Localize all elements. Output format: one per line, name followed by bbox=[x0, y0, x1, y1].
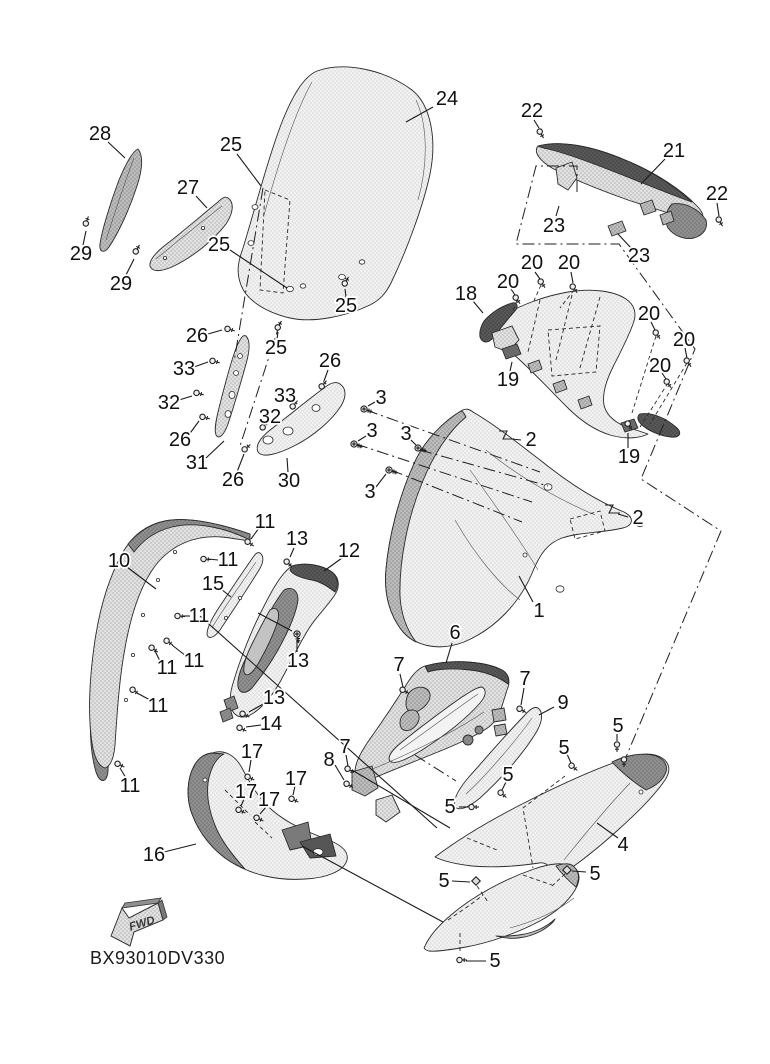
callout-11 bbox=[155, 651, 177, 679]
callout-number: 5 bbox=[489, 950, 501, 972]
callout-number: 6 bbox=[449, 622, 461, 644]
callout-number: 7 bbox=[393, 654, 405, 676]
callout-number: 30 bbox=[277, 470, 301, 492]
callout-number: 17 bbox=[257, 789, 281, 811]
fastener-nut-icon bbox=[472, 877, 480, 885]
callout-number: 5 bbox=[589, 863, 601, 885]
callout-number: 20 bbox=[672, 329, 696, 351]
callout-31 bbox=[186, 441, 224, 474]
callout-number: 29 bbox=[109, 273, 133, 295]
fastener-screw-icon bbox=[614, 742, 619, 752]
fastener-screw-icon bbox=[715, 216, 725, 228]
callout-22 bbox=[706, 183, 728, 216]
fwd-arrow-label: FWD bbox=[127, 914, 157, 934]
callout-number: 20 bbox=[557, 252, 581, 274]
callout-29 bbox=[110, 259, 134, 295]
fastener-screw-icon bbox=[236, 724, 248, 733]
fastener-screw-icon bbox=[244, 538, 255, 548]
callout-number: 13 bbox=[262, 687, 286, 709]
callout-3 bbox=[358, 420, 378, 442]
callout-leader-line bbox=[206, 441, 224, 458]
callout-18 bbox=[455, 283, 483, 313]
callout-20 bbox=[638, 303, 660, 330]
callout-26 bbox=[186, 325, 222, 347]
callout-32 bbox=[259, 406, 281, 428]
callout-16 bbox=[143, 844, 196, 866]
callout-number: 25 bbox=[207, 234, 231, 256]
callout-32 bbox=[158, 392, 192, 414]
callout-number: 21 bbox=[662, 140, 686, 162]
callout-number: 5 bbox=[444, 796, 456, 818]
callout-leader-line bbox=[246, 725, 261, 727]
callout-5 bbox=[502, 764, 514, 790]
callout-number: 27 bbox=[176, 177, 200, 199]
callout-number: 11 bbox=[156, 657, 178, 679]
callout-number: 25 bbox=[264, 337, 288, 359]
callout-number: 26 bbox=[318, 350, 342, 372]
callout-23 bbox=[618, 234, 650, 267]
callout-20 bbox=[649, 355, 671, 379]
fastener-screw-icon bbox=[536, 128, 546, 140]
callout-21 bbox=[641, 140, 685, 184]
callout-33 bbox=[173, 358, 208, 380]
callout-number: 5 bbox=[438, 870, 450, 892]
callout-12 bbox=[324, 540, 360, 571]
callout-leader-line bbox=[539, 707, 554, 715]
callout-number: 4 bbox=[617, 834, 629, 856]
callout-number: 3 bbox=[364, 481, 376, 503]
fastener-screw-icon bbox=[241, 442, 252, 453]
fastener-screw-icon bbox=[537, 278, 547, 289]
callout-11 bbox=[137, 693, 168, 717]
callout-number: 33 bbox=[273, 385, 297, 407]
fastener-screw-icon bbox=[516, 705, 528, 715]
callout-leader-line bbox=[335, 765, 344, 780]
fastener-screw-icon bbox=[193, 390, 204, 398]
callout-1 bbox=[519, 576, 545, 622]
fastener-screw-icon bbox=[652, 329, 662, 340]
callout-25 bbox=[265, 332, 287, 359]
callout-leader-line bbox=[164, 844, 196, 852]
callout-number: 11 bbox=[188, 605, 210, 627]
callout-26 bbox=[169, 421, 199, 451]
callout-number: 18 bbox=[454, 283, 478, 305]
callout-number: 26 bbox=[221, 469, 245, 491]
callout-15 bbox=[202, 573, 231, 597]
callout-number: 19 bbox=[617, 446, 641, 468]
callout-number: 26 bbox=[168, 429, 192, 451]
fastener-bolt-icon bbox=[360, 405, 373, 415]
callout-26 bbox=[319, 350, 341, 381]
fastener-screw-icon bbox=[457, 957, 467, 962]
callout-7 bbox=[339, 736, 350, 766]
callout-number: 3 bbox=[366, 420, 378, 442]
callout-number: 8 bbox=[323, 749, 335, 771]
fastener-screw-icon bbox=[497, 789, 508, 800]
fwd-arrow bbox=[111, 898, 167, 946]
callout-29 bbox=[70, 231, 92, 265]
callout-number: 23 bbox=[542, 215, 566, 237]
fastener-screw-icon bbox=[568, 762, 579, 773]
callout-number: 2 bbox=[525, 429, 537, 451]
callout-number: 20 bbox=[520, 252, 544, 274]
callout-26 bbox=[222, 454, 244, 491]
fastener-screw-icon bbox=[199, 414, 210, 422]
callout-number: 9 bbox=[557, 692, 569, 714]
callout-number: 17 bbox=[284, 768, 308, 790]
callout-number: 23 bbox=[627, 245, 651, 267]
part-24-windshield bbox=[238, 67, 433, 320]
callout-leader-line bbox=[368, 402, 375, 406]
callout-11 bbox=[120, 768, 141, 797]
callout-27 bbox=[177, 177, 207, 208]
fastener-screw-icon bbox=[129, 686, 140, 696]
callout-17 bbox=[241, 741, 263, 772]
callout-17 bbox=[235, 781, 257, 806]
callout-number: 22 bbox=[520, 100, 544, 122]
callout-number: 10 bbox=[107, 550, 131, 572]
callout-number: 11 bbox=[254, 511, 276, 533]
callout-number: 19 bbox=[496, 369, 520, 391]
callout-17 bbox=[285, 768, 307, 795]
callout-number: 20 bbox=[637, 303, 661, 325]
callout-number: 15 bbox=[201, 573, 225, 595]
fastener-screw-icon bbox=[209, 358, 220, 366]
callout-number: 11 bbox=[147, 695, 169, 717]
callout-number: 11 bbox=[217, 549, 239, 571]
callout-number: 11 bbox=[119, 775, 141, 797]
callout-11 bbox=[183, 605, 209, 627]
callout-20 bbox=[497, 271, 519, 295]
callout-leader-line bbox=[179, 396, 192, 400]
callout-number: 5 bbox=[502, 764, 514, 786]
callout-leader-line bbox=[358, 436, 366, 441]
fastener-screw-icon bbox=[224, 326, 235, 334]
callout-5 bbox=[466, 950, 501, 972]
callout-number: 29 bbox=[69, 243, 93, 265]
callout-5 bbox=[612, 715, 623, 741]
part-28-windshield-trim bbox=[100, 149, 142, 251]
part-6-headlight-housing bbox=[352, 662, 509, 822]
callout-number: 3 bbox=[375, 387, 387, 409]
callout-20 bbox=[521, 252, 543, 279]
callout-3 bbox=[400, 423, 416, 445]
callout-number: 16 bbox=[142, 844, 166, 866]
callout-number: 14 bbox=[259, 713, 283, 735]
callout-20 bbox=[558, 252, 580, 283]
callout-number: 1 bbox=[533, 600, 545, 622]
callout-leader-line bbox=[194, 362, 208, 367]
fastener-screw-icon bbox=[132, 244, 142, 256]
callout-25 bbox=[220, 134, 261, 186]
callout-leader-line bbox=[208, 330, 222, 334]
diagram-code: BX93010DV330 bbox=[90, 948, 226, 968]
callout-number: 5 bbox=[558, 737, 570, 759]
part-31-stay bbox=[215, 336, 249, 437]
callout-11 bbox=[251, 511, 275, 539]
callout-number: 22 bbox=[705, 183, 729, 205]
callout-number: 20 bbox=[648, 355, 672, 377]
callout-number: 17 bbox=[240, 741, 264, 763]
fastener-bolt-icon bbox=[350, 440, 363, 450]
callout-22 bbox=[521, 100, 543, 128]
callout-19 bbox=[497, 362, 519, 391]
callout-number: 13 bbox=[285, 528, 309, 550]
callout-13 bbox=[286, 528, 308, 557]
callout-28 bbox=[89, 123, 125, 158]
callout-number: 2 bbox=[632, 507, 644, 529]
callout-number: 11 bbox=[183, 650, 205, 672]
callout-leader-line bbox=[452, 881, 470, 882]
callout-leader-line bbox=[237, 154, 261, 186]
callout-number: 32 bbox=[258, 406, 282, 428]
callout-number: 5 bbox=[612, 715, 624, 737]
callout-number: 7 bbox=[339, 736, 351, 758]
part-4-side-panel bbox=[435, 754, 669, 877]
callout-number: 26 bbox=[185, 325, 209, 347]
callout-number: 3 bbox=[400, 423, 412, 445]
callout-5 bbox=[558, 737, 571, 763]
callout-30 bbox=[278, 458, 300, 492]
callout-leader-line bbox=[376, 474, 386, 487]
callout-7 bbox=[393, 654, 404, 687]
fastener-bolt-icon bbox=[385, 466, 398, 476]
callout-11 bbox=[208, 549, 238, 571]
fastener-screw-icon bbox=[82, 215, 91, 226]
callout-3 bbox=[364, 474, 386, 503]
callout-9 bbox=[539, 692, 569, 715]
callout-number: 25 bbox=[219, 134, 243, 156]
fastener-screw-icon bbox=[274, 320, 284, 332]
callout-23 bbox=[543, 206, 565, 237]
callout-number: 32 bbox=[157, 392, 181, 414]
part-1-front-cowl bbox=[386, 409, 644, 647]
callout-number: 24 bbox=[435, 88, 459, 110]
fastener-screw-icon bbox=[469, 804, 479, 809]
callout-5 bbox=[438, 870, 470, 892]
callout-leader-line bbox=[521, 688, 524, 705]
callout-7 bbox=[519, 668, 530, 705]
callout-3 bbox=[368, 387, 387, 409]
callout-14 bbox=[246, 713, 282, 735]
callout-number: 31 bbox=[185, 452, 209, 474]
fastener-screw-icon bbox=[148, 644, 159, 654]
callout-33 bbox=[274, 385, 296, 407]
callout-20 bbox=[673, 329, 695, 358]
callout-number: 28 bbox=[88, 123, 112, 145]
callout-number: 12 bbox=[337, 540, 361, 562]
callout-number: 17 bbox=[234, 781, 258, 803]
fastener-screw-icon bbox=[288, 795, 300, 804]
parts-layer bbox=[90, 67, 707, 953]
callout-number: 13 bbox=[286, 650, 310, 672]
fastener-screw-icon bbox=[114, 760, 126, 769]
part-23-clip bbox=[608, 221, 626, 236]
callout-17 bbox=[258, 789, 280, 814]
callout-number: 20 bbox=[496, 271, 520, 293]
callout-number: 7 bbox=[519, 668, 531, 690]
callout-number: 25 bbox=[334, 295, 358, 317]
callout-number: 33 bbox=[172, 358, 196, 380]
